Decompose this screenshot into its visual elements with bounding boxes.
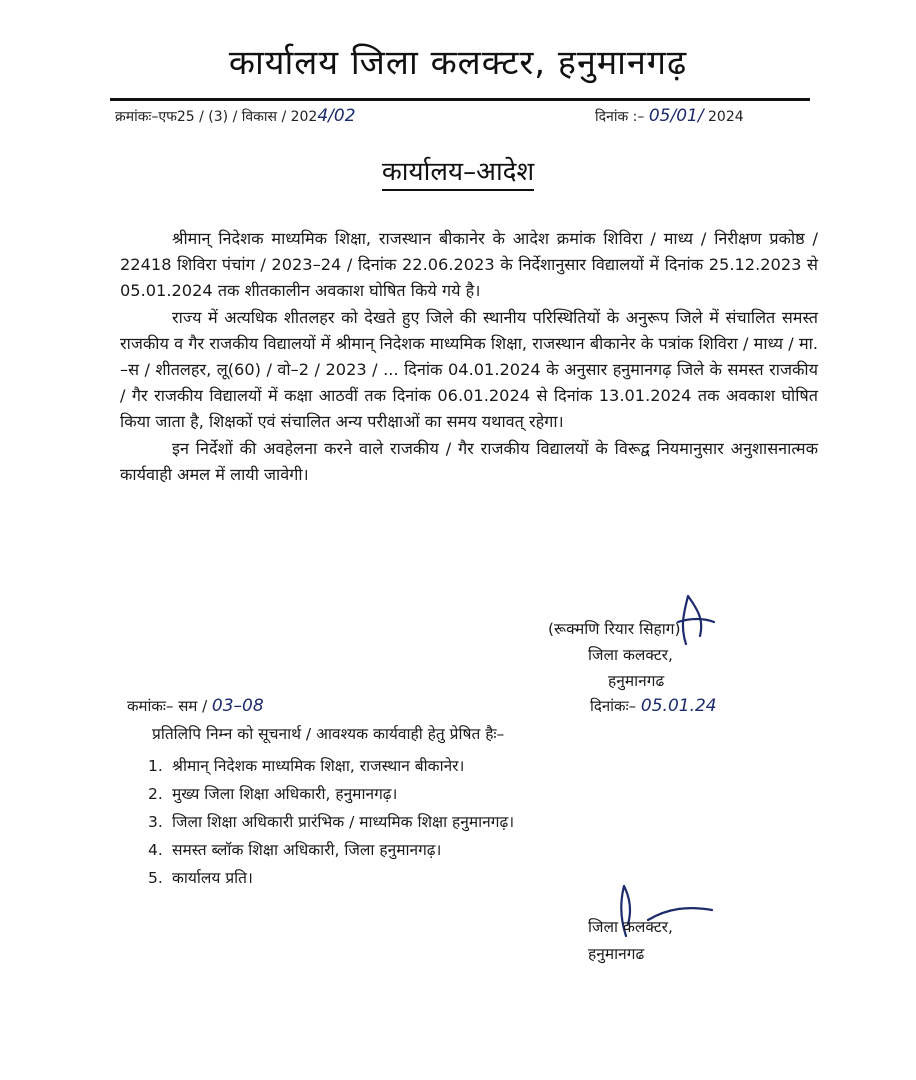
list-item	[148, 808, 514, 836]
copy-intro: प्रतिलिपि निम्न को सूचनार्थ / आवश्यक कार्यवाही हेतु प्रेषित हैः–	[152, 725, 505, 743]
copy-reference-prefix: कमांकः– सम /	[127, 697, 208, 715]
collector-place: हनुमानगढ	[608, 672, 665, 690]
body-paragraph: राज्य में अत्यधिक शीतलहर को देखते हुए जिले की स्थानीय परिस्थितियों के अनुरूप जिले में संचालित समस्त राजकीय व गैर राजकीय विद्यालयों में श्रीमान् निदेशक माध्यमिक शिक्षा, राजस्थान बीकानेर के पत्रांक शिविरा / माध्य / मा. –स / शीतलहर, लू(60) / वो–2 / 2023 / ... दिनांक 04.01.2024 के अनुसार हनुमानगढ़ जिले के समस्त राजकीय / गैर राजकीय विद्यालयों में कक्षा आठवीं तक दिनांक 06.01.2024 से दिनांक 13.01.2024 तक अवकाश घोषित किया जाता है, शिक्षकों एवं संचालित अन्य परीक्षाओं का समय यथावत् रहेगा।	[120, 307, 818, 432]
list-item	[148, 752, 514, 780]
order-heading	[0, 152, 916, 188]
list-item-text: समस्त ब्लॉक शिक्षा अधिकारी, जिला हनुमानगढ़।	[172, 841, 442, 859]
order-heading-text: कार्यालय–आदेश	[382, 157, 534, 191]
body-paragraph: श्रीमान् निदेशक माध्यमिक शिक्षा, राजस्थान बीकानेर के आदेश क्रमांक शिविरा / माध्य / निरीक्षण प्रकोष्ठ / 22418 शिविरा पंचांग / 2023–24 / दिनांक 22.06.2023 के निर्देशानुसार विद्यालयों में दिनांक 25.12.2023 से 05.01.2024 तक शीतकालीन अवकाश घोषित किये गये है।	[120, 229, 818, 301]
office-title: कार्यालय जिला कलक्टर, हनुमानगढ़	[228, 43, 688, 83]
order-body	[120, 226, 818, 488]
list-item-number: 2.	[148, 785, 163, 803]
order-date-year: 2024	[708, 109, 744, 125]
copy-date-label: दिनांकः–	[590, 697, 637, 715]
order-date	[595, 106, 744, 126]
copy-date-handwritten: 05.01.24	[640, 696, 717, 716]
collector-place-2: हनुमानगढ	[588, 945, 645, 963]
body-paragraph: इन निर्देशों की अवहेलना करने वाले राजकीय / गैर राजकीय विद्यालयों के विरूद्व नियमानुसार अनुशासनात्मक कार्यवाही अमल में लायी जावेगी।	[120, 438, 818, 484]
list-item-text: मुख्य जिला शिक्षा अधिकारी, हनुमानगढ़।	[172, 785, 398, 803]
list-item-text: जिला शिक्षा अधिकारी प्रारंभिक / माध्यमिक शिक्षा हनुमानगढ़।	[172, 813, 515, 831]
order-date-label: दिनांक :–	[595, 109, 645, 125]
list-item-text: श्रीमान् निदेशक माध्यमिक शिक्षा, राजस्थान बीकानेर।	[172, 757, 465, 775]
copy-recipients-list	[148, 752, 514, 892]
list-item-number: 1.	[148, 757, 163, 775]
signature-block-1	[548, 616, 768, 694]
list-item	[148, 864, 514, 892]
order-reference-handwritten: 4/02	[317, 106, 356, 126]
copy-reference-handwritten: 03–08	[211, 696, 264, 716]
order-reference	[115, 106, 356, 126]
copy-date	[590, 696, 717, 716]
list-item-number: 4.	[148, 841, 163, 859]
list-item-text: कार्यालय प्रति।	[172, 869, 253, 887]
list-item-number: 3.	[148, 813, 163, 831]
list-item-number: 5.	[148, 869, 163, 887]
order-reference-prefix: क्रमांकः–एफ25 / (3) / विकास / 202	[115, 109, 318, 125]
signature-block-2	[588, 914, 673, 968]
list-item	[148, 836, 514, 864]
order-date-handwritten: 05/01/	[648, 106, 704, 126]
collector-name: (रूक्मणि रियार सिहाग)	[548, 620, 681, 638]
header-rule	[110, 98, 810, 101]
list-item	[148, 780, 514, 808]
collector-designation: जिला कलक्टर,	[588, 646, 673, 664]
collector-designation-2: जिला कलक्टर,	[588, 918, 673, 936]
copy-reference	[127, 696, 264, 716]
